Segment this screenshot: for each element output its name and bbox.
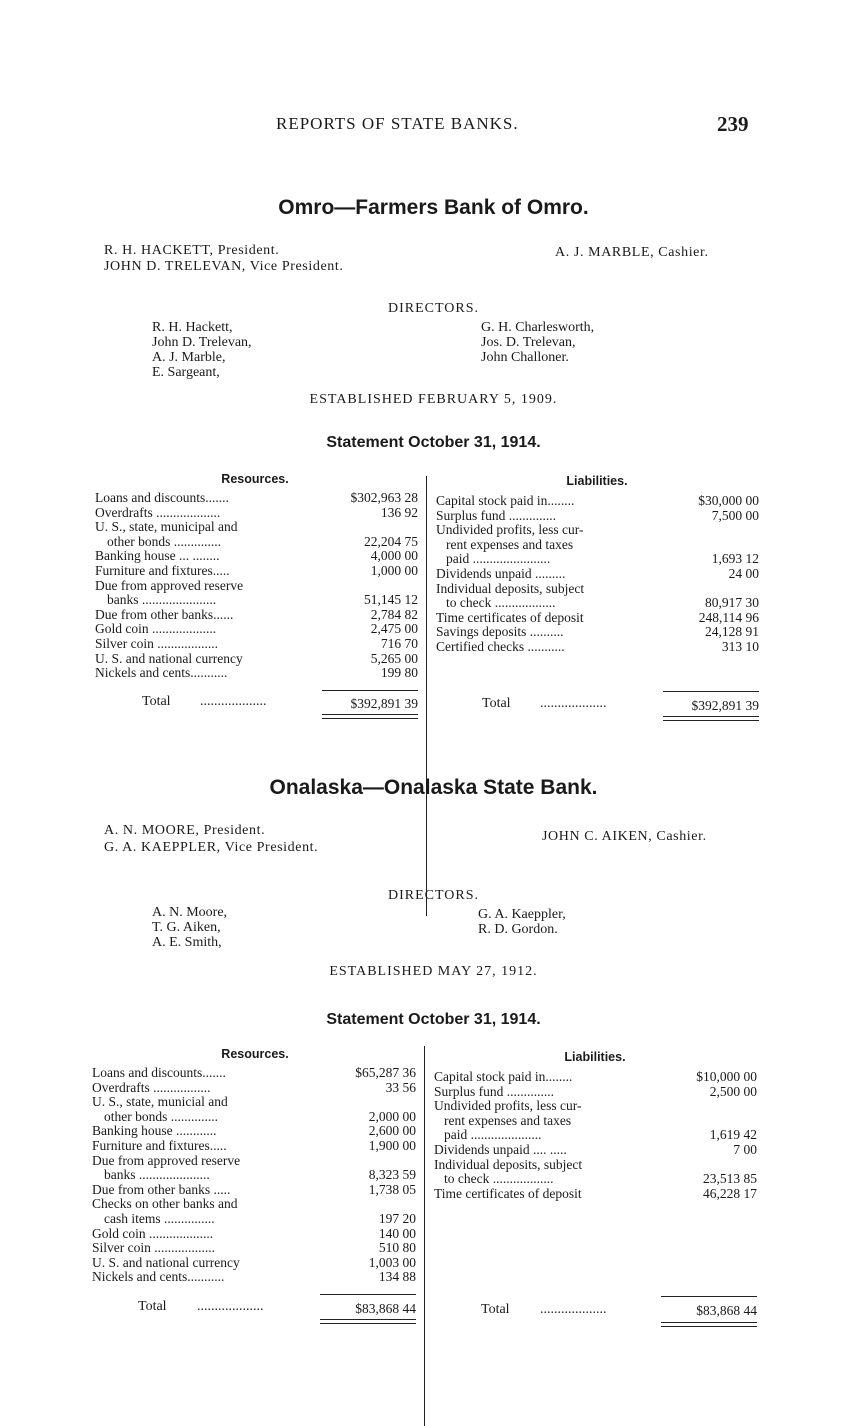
double-rule: [322, 714, 418, 719]
table-row: Due from approved reserve: [95, 577, 244, 593]
table-row: Due from approved reserve: [92, 1152, 241, 1168]
table-row: Gold coin ................... 2,475 00: [95, 621, 418, 637]
total-leader: ...................: [197, 1299, 264, 1314]
table-row: Gold coin ................... 140 00: [92, 1225, 416, 1241]
double-rule: [661, 1322, 757, 1327]
table-row: rent expenses and taxes: [444, 1112, 572, 1128]
president: A. N. MOORE, President.: [104, 823, 266, 838]
table-row: Capital stock paid in........ $10,000 00: [434, 1069, 757, 1084]
liabilities-total: $83,868 44: [696, 1303, 757, 1318]
subtotal-rule: [322, 690, 418, 691]
directors-heading: DIRECTORS.: [387, 888, 480, 903]
directors-left: [152, 905, 227, 950]
table-row: Dividends unpaid ......... 24 00: [436, 565, 759, 581]
double-rule: [663, 716, 759, 721]
vice-president: G. A. KAEPPLER, Vice President.: [104, 840, 319, 855]
table-row: Time certificates of deposit 248,114 96: [436, 609, 759, 625]
table-row: cash items ............... 197 20: [104, 1210, 416, 1226]
resources-heading: Resources.: [221, 1047, 289, 1061]
subtotal-rule: [320, 1294, 416, 1295]
director-name: R. H. Hackett,: [152, 320, 233, 335]
table-row: Certified checks ........... 313 10: [436, 638, 759, 654]
total-label: Total: [482, 696, 511, 711]
cashier: JOHN C. AIKEN, Cashier.: [542, 829, 707, 844]
directors-left: [152, 320, 252, 380]
table-row: Individual deposits, subject: [434, 1156, 583, 1172]
table-row: Nickels and cents........... 134 88: [92, 1269, 416, 1285]
total-leader: ...................: [540, 696, 607, 711]
director-name: Jos. D. Trelevan,: [481, 335, 576, 350]
table-row: Capital stock paid in........ $30,000 00: [436, 493, 759, 508]
resources-table: [92, 1066, 416, 1285]
liabilities-table: [434, 1070, 757, 1201]
liabilities-table: [436, 494, 759, 655]
table-row: Overdrafts ................. 33 56: [92, 1079, 416, 1095]
bank-title: Omro—Farmers Bank of Omro.: [278, 196, 589, 219]
directors-right: [481, 320, 594, 365]
table-row: paid ....................... 1,693 12: [446, 551, 759, 567]
directors-right: [478, 907, 566, 937]
director-name: G. H. Charlesworth,: [481, 320, 595, 335]
resources-table: [95, 491, 418, 681]
table-row: Surplus fund .............. 2,500 00: [434, 1083, 757, 1099]
column-divider: [424, 1046, 425, 1426]
bank-title: Onalaska—Onalaska State Bank.: [269, 776, 598, 799]
statement-heading: Statement October 31, 1914.: [326, 1011, 541, 1028]
table-row: Time certificates of deposit 46,228 17: [434, 1185, 757, 1201]
table-row: Checks on other banks and: [92, 1196, 238, 1212]
table-row: Overdrafts ................... 136 92: [95, 504, 418, 520]
liabilities-total: $392,891 39: [691, 698, 759, 713]
table-row: U. S. and national currency 1,003 00: [92, 1254, 416, 1270]
cashier: A. J. MARBLE, Cashier.: [555, 245, 709, 260]
established-date: ESTABLISHED MAY 27, 1912.: [329, 964, 538, 979]
table-row: to check .................. 80,917 30: [446, 595, 759, 611]
table-row: U. S., state, municial and: [92, 1094, 228, 1110]
table-row: Silver coin .................. 510 80: [92, 1240, 416, 1256]
bank-section: [0, 776, 867, 1416]
table-row: banks ..................... 8,323 59: [104, 1167, 416, 1183]
running-head: REPORTS OF STATE BANKS.: [276, 114, 519, 133]
double-rule: [320, 1319, 416, 1324]
bank-section: [0, 196, 867, 836]
table-row: Undivided profits, less cur-: [434, 1098, 582, 1114]
page-header: [0, 114, 867, 140]
table-row: Savings deposits .......... 24,128 91: [436, 624, 759, 640]
table-row: to check .................. 23,513 85: [444, 1171, 757, 1187]
total-leader: ...................: [200, 694, 267, 709]
director-name: John Challoner.: [481, 350, 569, 365]
table-row: Dividends unpaid .... ..... 7 00: [434, 1141, 757, 1157]
table-row: other bonds .............. 2,000 00: [104, 1108, 416, 1124]
director-name: E. Sargeant,: [152, 365, 220, 380]
table-row: Loans and discounts....... $65,287 36: [92, 1065, 416, 1080]
table-row: paid ..................... 1,619 42: [444, 1127, 757, 1143]
table-row: Silver coin .................. 716 70: [95, 635, 418, 651]
director-name: A. E. Smith,: [152, 935, 222, 950]
table-row: Surplus fund .............. 7,500 00: [436, 507, 759, 523]
page-number: 239: [717, 112, 749, 136]
table-row: Furniture and fixtures..... 1,000 00: [95, 562, 418, 578]
president: R. H. HACKETT, President.: [104, 243, 280, 258]
subtotal-rule: [663, 691, 759, 692]
director-name: T. G. Aiken,: [152, 920, 221, 935]
subtotal-rule: [661, 1296, 757, 1297]
total-label: Total: [138, 1299, 167, 1314]
directors-heading: DIRECTORS.: [387, 301, 480, 316]
table-row: other bonds .............. 22,204 75: [107, 533, 418, 549]
table-row: Due from other banks...... 2,784 82: [95, 606, 418, 622]
director-name: A. J. Marble,: [152, 350, 226, 365]
table-row: U. S. and national currency 5,265 00: [95, 650, 418, 666]
table-row: Banking house ............ 2,600 00: [92, 1123, 416, 1139]
liabilities-heading: Liabilities.: [564, 1050, 626, 1064]
total-label: Total: [481, 1302, 510, 1317]
table-row: Loans and discounts....... $302,963 28: [95, 490, 418, 505]
director-name: G. A. Kaeppler,: [478, 907, 566, 922]
director-name: A. N. Moore,: [152, 905, 228, 920]
table-row: rent expenses and taxes: [446, 536, 574, 552]
total-label: Total: [142, 694, 171, 709]
table-row: Banking house ... ........ 4,000 00: [95, 548, 418, 564]
director-name: John D. Trelevan,: [152, 335, 252, 350]
liabilities-heading: Liabilities.: [566, 474, 628, 488]
resources-total: $83,868 44: [355, 1301, 416, 1316]
resources-total: $392,891 39: [350, 696, 418, 711]
table-row: Individual deposits, subject: [436, 580, 585, 596]
total-leader: ...................: [540, 1302, 607, 1317]
vice-president: JOHN D. TRELEVAN, Vice President.: [104, 259, 344, 274]
director-name: R. D. Gordon.: [478, 922, 558, 937]
table-row: Nickels and cents........... 199 80: [95, 665, 418, 681]
established-date: ESTABLISHED FEBRUARY 5, 1909.: [309, 392, 558, 407]
table-row: U. S., state, municipal and: [95, 519, 238, 535]
table-row: Due from other banks ..... 1,738 05: [92, 1181, 416, 1197]
statement-heading: Statement October 31, 1914.: [326, 434, 541, 451]
table-row: Furniture and fixtures..... 1,900 00: [92, 1137, 416, 1153]
table-row: Undivided profits, less cur-: [436, 522, 584, 538]
resources-heading: Resources.: [221, 472, 289, 486]
table-row: banks ...................... 51,145 12: [107, 592, 418, 608]
